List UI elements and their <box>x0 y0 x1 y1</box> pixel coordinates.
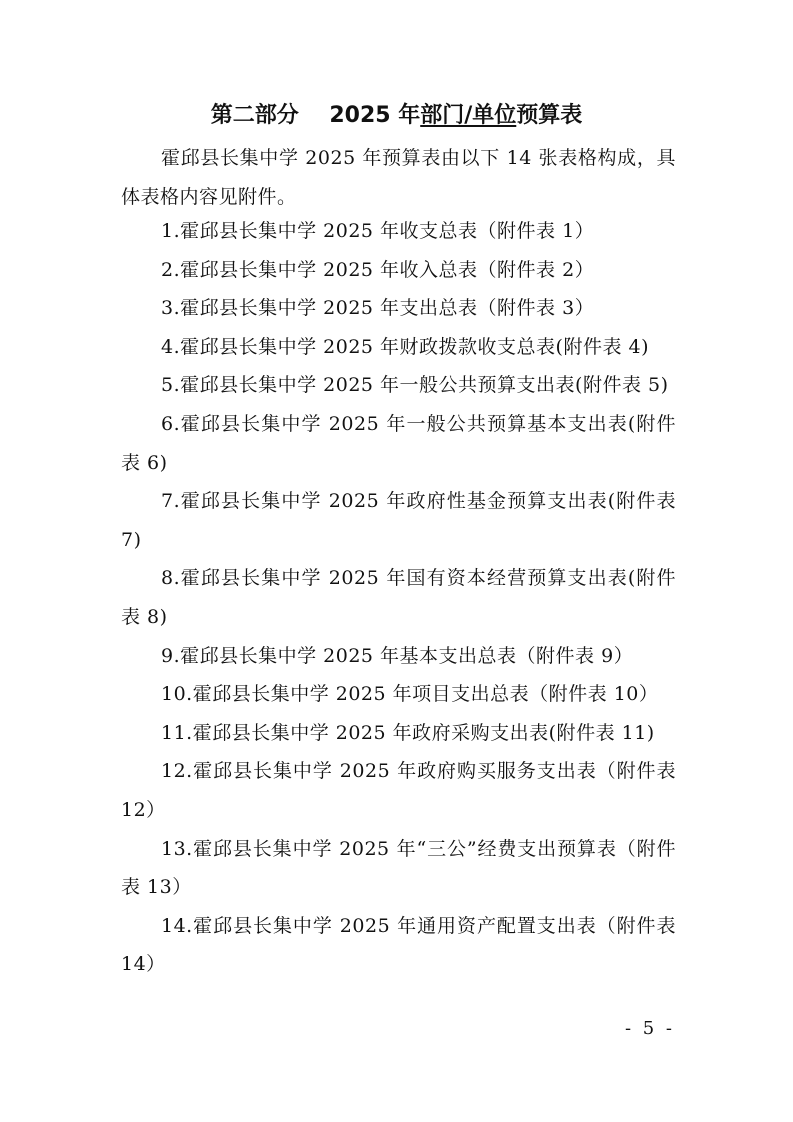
list-item: 11.霍邱县长集中学 2025 年政府采购支出表(附件表 11) <box>161 721 655 744</box>
list-item: 2.霍邱县长集中学 2025 年收入总表（附件表 2） <box>161 258 595 281</box>
list-item: 14.霍邱县长集中学 2025 年通用资产配置支出表（附件表 14） <box>121 914 676 976</box>
title-underlined: 部门/单位 <box>420 103 517 128</box>
list-item: 8.霍邱县长集中学 2025 年国有资本经营预算支出表(附件表 8) <box>121 567 676 628</box>
list-item: 7.霍邱县长集中学 2025 年政府性基金预算支出表(附件表 7) <box>121 490 676 551</box>
list-item: 4.霍邱县长集中学 2025 年财政拨款收支总表(附件表 4) <box>161 335 650 358</box>
list-item: 10.霍邱县长集中学 2025 年项目支出总表（附件表 10） <box>161 683 659 706</box>
list-item: 13.霍邱县长集中学 2025 年“三公”经费支出预算表（附件表 13） <box>121 837 676 899</box>
title-suffix: 预算表 <box>516 103 583 128</box>
list-item: 12.霍邱县长集中学 2025 年政府购买服务支出表（附件表 12） <box>121 760 676 821</box>
list-item: 5.霍邱县长集中学 2025 年一般公共预算支出表(附件表 5) <box>161 374 669 397</box>
title-part: 第二部分 <box>210 103 299 128</box>
intro-paragraph: 霍邱县长集中学 2025 年预算表由以下 14 张表格构成，具体表格内容见附件。 <box>121 147 676 208</box>
list-item: 6.霍邱县长集中学 2025 年一般公共预算基本支出表(附件表 6) <box>121 412 676 474</box>
title-year: 2025 年 <box>329 103 421 128</box>
page-number: - 5 - <box>624 1018 675 1039</box>
list-item: 3.霍邱县长集中学 2025 年支出总表（附件表 3） <box>161 297 595 320</box>
list-item: 9.霍邱县长集中学 2025 年基本支出总表（附件表 9） <box>161 644 634 667</box>
section-title <box>0 101 793 131</box>
table-list <box>121 212 676 984</box>
intro-block <box>121 139 676 216</box>
list-item: 1.霍邱县长集中学 2025 年收支总表（附件表 1） <box>161 220 595 242</box>
